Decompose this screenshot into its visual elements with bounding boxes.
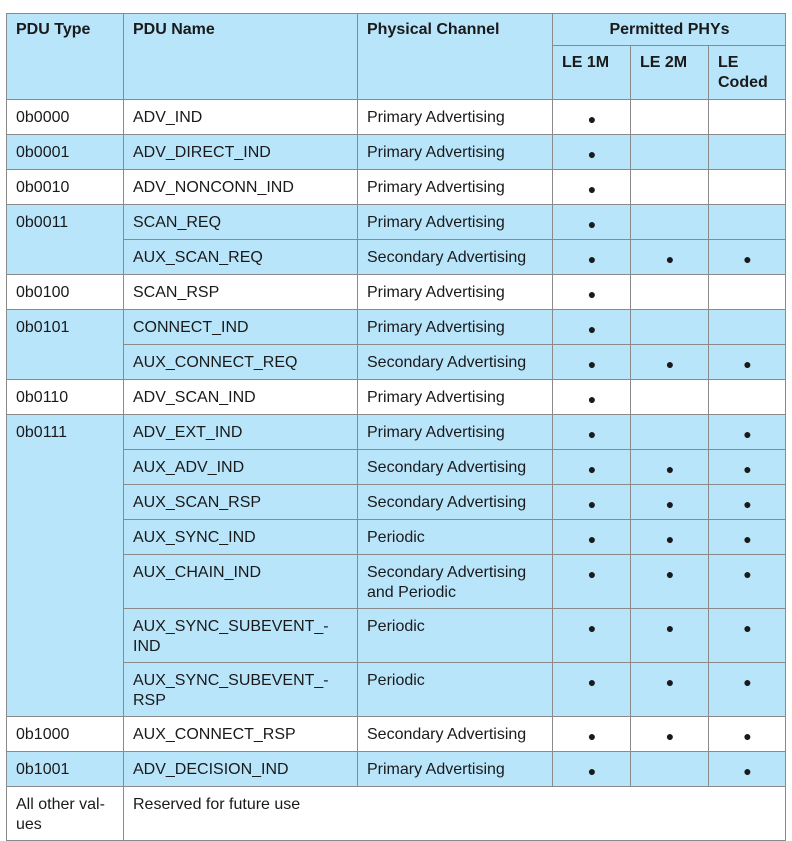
le-2m-dot: ● <box>631 450 709 485</box>
header-le-2m: LE 2M <box>631 46 709 100</box>
le-1m-dot: ● <box>553 240 631 275</box>
le-coded-dot <box>709 275 786 310</box>
le-1m-dot: ● <box>553 135 631 170</box>
physical-channel-cell: Primary Advertising <box>358 310 553 345</box>
le-coded-dot: ● <box>709 485 786 520</box>
le-1m-dot: ● <box>553 555 631 609</box>
le-1m-dot: ● <box>553 100 631 135</box>
physical-channel-cell: Secondary Advertising and Periodic <box>358 555 553 609</box>
physical-channel-cell: Primary Advertising <box>358 380 553 415</box>
table-row <box>7 380 786 415</box>
header-le-coded: LE Coded <box>709 46 786 100</box>
pdu-type-cell: 0b0110 <box>7 380 124 415</box>
le-coded-dot: ● <box>709 450 786 485</box>
table-row <box>7 345 786 380</box>
le-coded-dot: ● <box>709 520 786 555</box>
pdu-type-cell: All other val-ues <box>7 787 124 841</box>
le-2m-dot <box>631 415 709 450</box>
physical-channel-cell: Secondary Advertising <box>358 240 553 275</box>
table-row <box>7 450 786 485</box>
le-2m-dot: ● <box>631 663 709 717</box>
table-row <box>7 520 786 555</box>
header-pdu-name: PDU Name <box>124 14 358 100</box>
pdu-type-cell: 0b0001 <box>7 135 124 170</box>
le-1m-dot: ● <box>553 345 631 380</box>
pdu-name-cell: ADV_EXT_IND <box>124 415 358 450</box>
le-2m-dot: ● <box>631 520 709 555</box>
pdu-type-cell: 0b0101 <box>7 310 124 380</box>
pdu-name-cell: ADV_NONCONN_IND <box>124 170 358 205</box>
header-pdu-type: PDU Type <box>7 14 124 100</box>
le-2m-dot: ● <box>631 345 709 380</box>
pdu-name-cell: ADV_DIRECT_IND <box>124 135 358 170</box>
pdu-name-cell: AUX_CHAIN_IND <box>124 555 358 609</box>
le-coded-dot: ● <box>709 752 786 787</box>
table-row <box>7 555 786 609</box>
le-2m-dot <box>631 170 709 205</box>
le-coded-dot: ● <box>709 415 786 450</box>
table-row <box>7 663 786 717</box>
pdu-name-cell: AUX_SYNC_IND <box>124 520 358 555</box>
le-coded-dot <box>709 380 786 415</box>
le-1m-dot: ● <box>553 485 631 520</box>
pdu-type-cell: 0b1001 <box>7 752 124 787</box>
pdu-type-cell: 0b0010 <box>7 170 124 205</box>
physical-channel-cell: Secondary Advertising <box>358 345 553 380</box>
pdu-name-cell: AUX_ADV_IND <box>124 450 358 485</box>
le-coded-dot: ● <box>709 345 786 380</box>
le-1m-dot: ● <box>553 275 631 310</box>
physical-channel-cell: Primary Advertising <box>358 275 553 310</box>
table-row <box>7 310 786 345</box>
le-2m-dot: ● <box>631 717 709 752</box>
le-coded-dot <box>709 170 786 205</box>
physical-channel-cell: Primary Advertising <box>358 752 553 787</box>
le-1m-dot: ● <box>553 752 631 787</box>
table-row <box>7 135 786 170</box>
le-2m-dot <box>631 310 709 345</box>
table-row <box>7 205 786 240</box>
header-physical-channel: Physical Channel <box>358 14 553 100</box>
le-1m-dot: ● <box>553 520 631 555</box>
physical-channel-cell: Primary Advertising <box>358 100 553 135</box>
pdu-name-cell: CONNECT_IND <box>124 310 358 345</box>
pdu-name-cell: AUX_SYNC_SUBEVENT_-IND <box>124 609 358 663</box>
le-1m-dot: ● <box>553 663 631 717</box>
pdu-type-table <box>6 13 786 841</box>
le-2m-dot <box>631 135 709 170</box>
physical-channel-cell: Periodic <box>358 663 553 717</box>
physical-channel-cell: Primary Advertising <box>358 205 553 240</box>
pdu-name-cell: SCAN_RSP <box>124 275 358 310</box>
le-2m-dot <box>631 205 709 240</box>
table-row <box>7 609 786 663</box>
le-1m-dot: ● <box>553 380 631 415</box>
le-coded-dot: ● <box>709 555 786 609</box>
pdu-name-cell: ADV_IND <box>124 100 358 135</box>
pdu-name-cell: ADV_SCAN_IND <box>124 380 358 415</box>
le-1m-dot: ● <box>553 205 631 240</box>
table-row <box>7 787 786 841</box>
table-row <box>7 240 786 275</box>
le-1m-dot: ● <box>553 415 631 450</box>
pdu-type-cell: 0b0011 <box>7 205 124 275</box>
pdu-name-cell: AUX_CONNECT_REQ <box>124 345 358 380</box>
pdu-type-cell: 0b1000 <box>7 717 124 752</box>
physical-channel-cell: Primary Advertising <box>358 415 553 450</box>
le-2m-dot <box>631 752 709 787</box>
table-row <box>7 275 786 310</box>
physical-channel-cell: Periodic <box>358 609 553 663</box>
physical-channel-cell: Secondary Advertising <box>358 717 553 752</box>
table-body <box>7 100 786 841</box>
pdu-type-cell: 0b0100 <box>7 275 124 310</box>
pdu-name-cell: SCAN_REQ <box>124 205 358 240</box>
le-1m-dot: ● <box>553 609 631 663</box>
pdu-name-cell: AUX_CONNECT_RSP <box>124 717 358 752</box>
table-row <box>7 100 786 135</box>
table-row <box>7 415 786 450</box>
le-1m-dot: ● <box>553 717 631 752</box>
physical-channel-cell: Primary Advertising <box>358 135 553 170</box>
le-2m-dot: ● <box>631 485 709 520</box>
le-2m-dot <box>631 380 709 415</box>
le-coded-dot <box>709 135 786 170</box>
table-row <box>7 170 786 205</box>
le-coded-dot: ● <box>709 609 786 663</box>
pdu-type-cell: 0b0111 <box>7 415 124 717</box>
le-coded-dot <box>709 100 786 135</box>
table-row <box>7 485 786 520</box>
le-coded-dot: ● <box>709 717 786 752</box>
physical-channel-cell: Secondary Advertising <box>358 485 553 520</box>
le-1m-dot: ● <box>553 310 631 345</box>
physical-channel-cell: Primary Advertising <box>358 170 553 205</box>
table-row <box>7 717 786 752</box>
le-2m-dot: ● <box>631 609 709 663</box>
pdu-type-cell: 0b0000 <box>7 100 124 135</box>
le-coded-dot <box>709 205 786 240</box>
header-permitted-phys: Permitted PHYs <box>553 14 786 46</box>
le-2m-dot: ● <box>631 555 709 609</box>
le-coded-dot: ● <box>709 663 786 717</box>
le-2m-dot <box>631 275 709 310</box>
pdu-name-cell: AUX_SCAN_RSP <box>124 485 358 520</box>
table-row <box>7 752 786 787</box>
pdu-name-cell: ADV_DECISION_IND <box>124 752 358 787</box>
le-2m-dot: ● <box>631 240 709 275</box>
le-coded-dot <box>709 310 786 345</box>
le-coded-dot: ● <box>709 240 786 275</box>
le-1m-dot: ● <box>553 450 631 485</box>
pdu-name-cell: AUX_SYNC_SUBEVENT_-RSP <box>124 663 358 717</box>
physical-channel-cell: Periodic <box>358 520 553 555</box>
reserved-cell: Reserved for future use <box>124 787 786 841</box>
physical-channel-cell: Secondary Advertising <box>358 450 553 485</box>
le-1m-dot: ● <box>553 170 631 205</box>
le-2m-dot <box>631 100 709 135</box>
pdu-name-cell: AUX_SCAN_REQ <box>124 240 358 275</box>
header-le-1m: LE 1M <box>553 46 631 100</box>
